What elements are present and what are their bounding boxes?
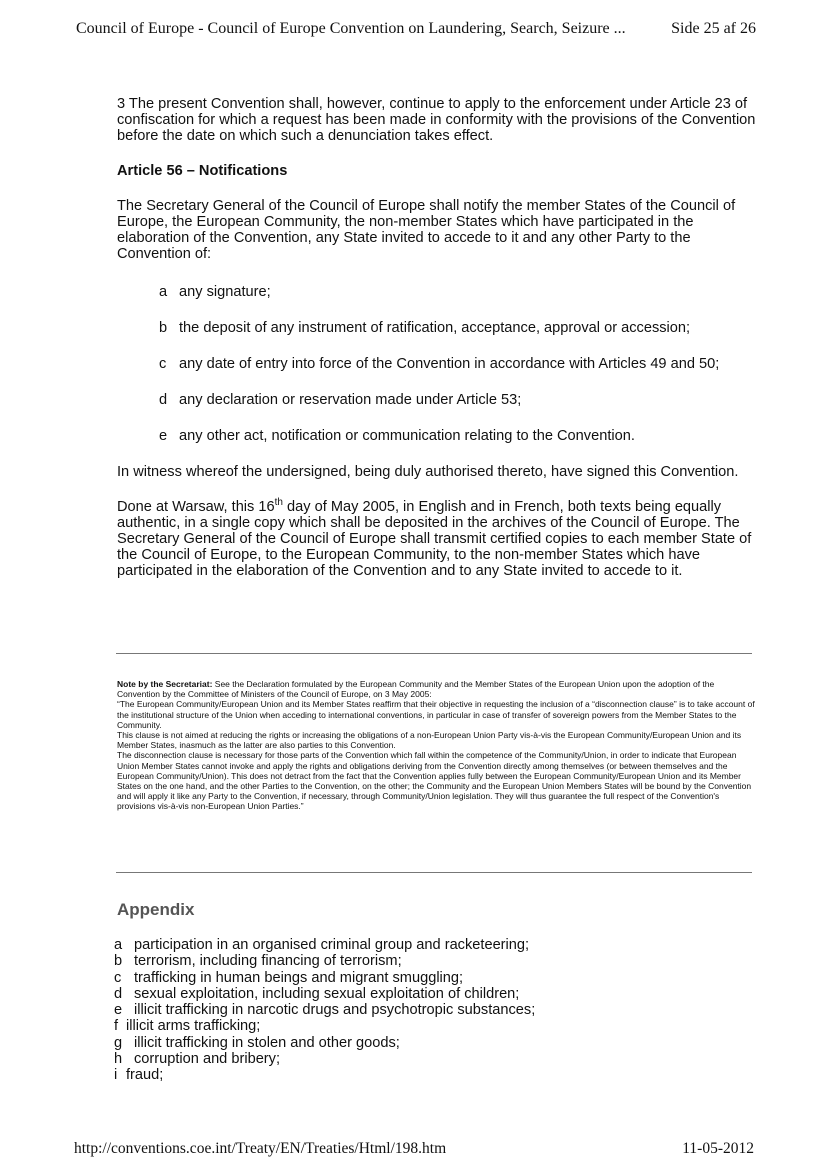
page-number: Side 25 af 26 [671,20,756,37]
secretariat-note [117,679,757,812]
list-letter: d [114,985,123,1002]
list-text: fraud; [126,1067,164,1084]
list-letter: c [114,969,122,986]
article-56-title: Article 56 – Notifications [117,163,288,179]
page-footer [74,1140,754,1158]
list-text: sexual exploitation, including sexual exploitation of children; [134,985,520,1002]
list-text: corruption and bribery; [134,1051,281,1068]
note-line: This clause is not aimed at reducing the rights or increasing the obligations of a non-European Union Party vis-à-vis the European Community/European Union and its Member States, inasmuch as the latter are also parties to this Convention. [117,730,742,751]
list-item [114,953,535,969]
done-at-paragraph [117,499,757,579]
done-text-start: Done at Warsaw, this 16 [117,499,275,515]
list-item [159,320,757,336]
source-url: http://conventions.coe.int/Treaty/EN/Treaties/Html/198.htm [74,1140,447,1157]
list-item [114,986,535,1002]
list-letter: b [159,320,168,336]
list-text: illicit trafficking in stolen and other goods; [134,1034,400,1051]
paragraph-3: 3 The present Convention shall, however, continue to apply to the enforcement under Article 23 of confiscation for which a request has been made in conformity with the provisions of the Convention before the date on which such a denunciation takes effect. [117,96,756,144]
ordinal-suffix: th [274,497,283,509]
list-text: illicit arms trafficking; [126,1018,261,1035]
note-text: See the Declaration formulated by the European Community and the Member States of the European Union upon the adoption of the Convention by the Committee of Ministers of the Council of Europe, on 3 May 2005: [117,679,715,700]
notification-intro: The Secretary General of the Council of Europe shall notify the member States of the Council of Europe, the European Community, the non-member States which have participated in the elaboration of the Convention, any State invited to accede to it and any other Party to the Convention of: [117,198,736,262]
list-text: the deposit of any instrument of ratification, acceptance, approval or accession; [179,320,691,336]
note-label: Note by the Secretariat: [117,679,213,689]
list-letter: d [159,392,168,408]
notification-list [159,284,757,444]
appendix-list [114,937,535,1084]
list-letter: b [114,953,123,970]
list-item [114,1018,535,1034]
list-text: illicit trafficking in narcotic drugs and psychotropic substances; [134,1002,536,1019]
note-line: The disconnection clause is necessary for those parts of the Convention which fall within the competence of the Community/Union, in order to indicate that European Union Member States cannot invoke and apply the rights and obligations deriving from the Convention directly among themselves (or between themselves and the European Community/Union). This does not detract from the fact that the Convention applies fully between the European Community/European Union and its Member States on the one hand, and the other Parties to the Convention, on the other; the Community and the European Union Members States will be bound by the Convention and will apply it like any Party to the Convention, if necessary, through Community/Union legislation. They will thus guarantee the full respect of the Convention's provisions vis-à-vis non-European Union Parties.” [117,750,752,812]
list-text: terrorism, including financing of terrorism; [134,953,402,970]
list-letter: a [114,937,123,953]
list-letter: h [114,1051,123,1068]
list-item [114,1051,535,1067]
list-text: any declaration or reservation made under Article 53; [179,392,522,408]
list-item [159,356,757,372]
list-text: trafficking in human beings and migrant smuggling; [134,969,464,986]
list-item [114,1067,535,1083]
note-line [117,679,757,699]
document-title: Council of Europe - Council of Europe Convention on Laundering, Search, Seizure ... [76,20,626,37]
list-letter: g [114,1034,123,1051]
note-line: “The European Community/European Union and its Member States reaffirm that their objective in requesting the inclusion of a “disconnection clause” is to take account of the institutional structure of the Union when acceding to international conventions, in particular in case of transfer of sovereign powers from the Member States to the Community. [117,699,755,730]
list-text: participation in an organised criminal group and racketeering; [134,937,530,953]
list-letter: c [159,356,167,372]
print-date: 11-05-2012 [682,1140,754,1157]
list-letter: f [114,1018,119,1035]
list-text: any date of entry into force of the Convention in accordance with Articles 49 and 50; [179,356,720,372]
list-letter: e [159,428,168,444]
divider-top [116,653,752,654]
page-header [76,20,756,38]
list-letter: a [159,284,168,300]
list-letter: i [114,1067,118,1084]
list-text: any other act, notification or communication relating to the Convention. [179,428,635,444]
done-text-end: day of May 2005, in English and in French, both texts being equally authentic, in a single copy which shall be deposited in the archives of the Council of Europe. The Secretary General of the Council of Europe shall transmit certified copies to each member State of the Council of Europe, to the European Community, to the non-member States which have participated in the elaboration of the Convention and to any State invited to accede to it. [117,499,752,579]
divider-bottom [116,872,752,873]
list-item [159,392,757,408]
witness-paragraph: In witness whereof the undersigned, being duly authorised thereto, have signed this Convention. [117,464,739,480]
list-item [159,428,757,444]
list-item [114,937,535,953]
list-item [114,1035,535,1051]
list-item [114,970,535,986]
list-item [114,1002,535,1018]
appendix-title: Appendix [117,900,195,919]
main-content [117,96,757,579]
list-item [159,284,757,300]
list-letter: e [114,1002,123,1019]
list-text: any signature; [179,284,271,300]
